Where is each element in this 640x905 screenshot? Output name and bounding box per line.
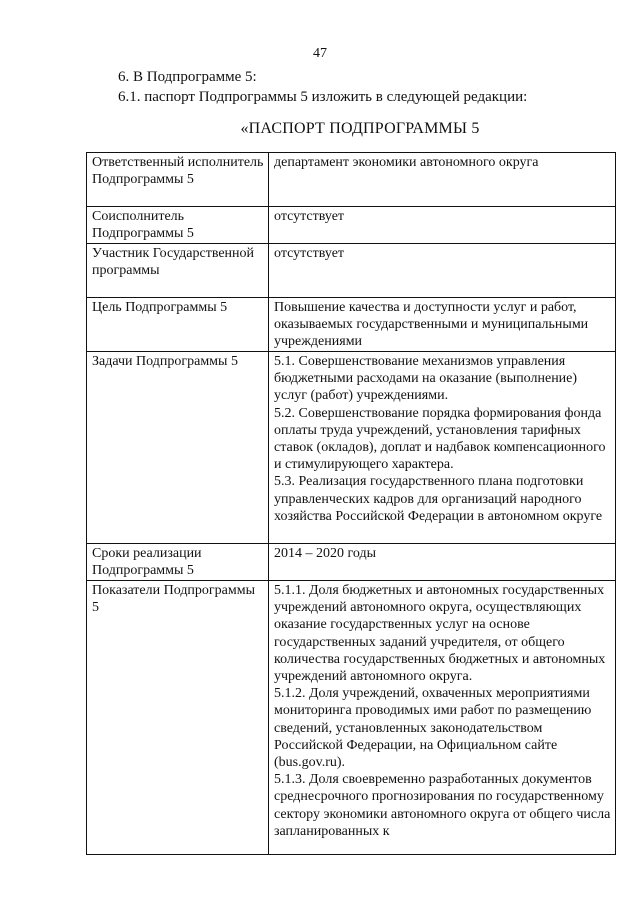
table-row [87, 153, 616, 207]
row-value [269, 207, 616, 244]
value-line: 2014 – 2020 годы [274, 546, 377, 561]
page-number: 47 [313, 46, 327, 61]
table-row [87, 244, 616, 298]
intro-line-2: 6.1. паспорт Подпрограммы 5 изложить в следующей редакции: [118, 89, 528, 105]
value-line: отсутствует [274, 246, 345, 261]
passport-heading: «ПАСПОРТ ПОДПРОГРАММЫ 5 [240, 120, 480, 137]
value-line: 5.1. Совершенствование механизмов управления бюджетными расходами на оказание (выполнение) услуг (работ) учреждениями. [274, 354, 578, 404]
table-row [87, 207, 616, 244]
value-line: 5.2. Совершенствование порядка формирования фонда оплаты труда учреждений, установления тарифных ставок (окладов), доплат и надбавок компенсационного и стимулирующего характера. [274, 405, 606, 473]
intro-line-1: 6. В Подпрограмме 5: [118, 69, 257, 85]
table-row [87, 298, 616, 352]
row-value [269, 581, 616, 855]
value-line: Повышение качества и доступности услуг и работ, оказываемых государственными и муниципальными учреждениями [274, 300, 589, 350]
row-label: Соисполнитель Подпрограммы 5 [87, 207, 269, 244]
table-row [87, 352, 616, 544]
row-value [269, 544, 616, 581]
row-value [269, 153, 616, 207]
row-label: Сроки реализации Подпрограммы 5 [87, 544, 269, 581]
table-row [87, 544, 616, 581]
row-value [269, 298, 616, 352]
row-label: Участник Государственной программы [87, 244, 269, 298]
value-line: 5.1.1. Доля бюджетных и автономных государственных учреждений автономного округа, осуществляющих оказание государственных услуг на основе государственных заданий учредителя, от общего количества государственных бюджетных и автономных учреждений автономного округа. [274, 583, 606, 685]
row-value [269, 244, 616, 298]
row-label: Ответственный исполнитель Подпрограммы 5 [87, 153, 269, 207]
intro-text [118, 67, 527, 107]
value-line: 5.3. Реализация государственного плана подготовки управленческих кадров для организаций народного хозяйства Российской Федерации в автономном округе [274, 474, 603, 524]
passport-table [86, 152, 616, 855]
row-value [269, 352, 616, 544]
row-label: Задачи Подпрограммы 5 [87, 352, 269, 544]
value-line: 5.1.3. Доля своевременно разработанных документов среднесрочного прогнозирования по государственному сектору экономики автономного округа от общего числа запланированных к [274, 772, 611, 839]
table-row [87, 581, 616, 855]
row-label: Цель Подпрограммы 5 [87, 298, 269, 352]
value-line: департамент экономики автономного округа [274, 155, 539, 170]
row-label: Показатели Подпрограммы 5 [87, 581, 269, 855]
value-line: 5.1.2. Доля учреждений, охваченных мероприятиями мониторинга проводимых ими работ по размещению сведений, установленных законодательством Российской Федерации, на Официальном сайте (bus.gov.ru). [274, 686, 592, 771]
value-line: отсутствует [274, 209, 345, 224]
